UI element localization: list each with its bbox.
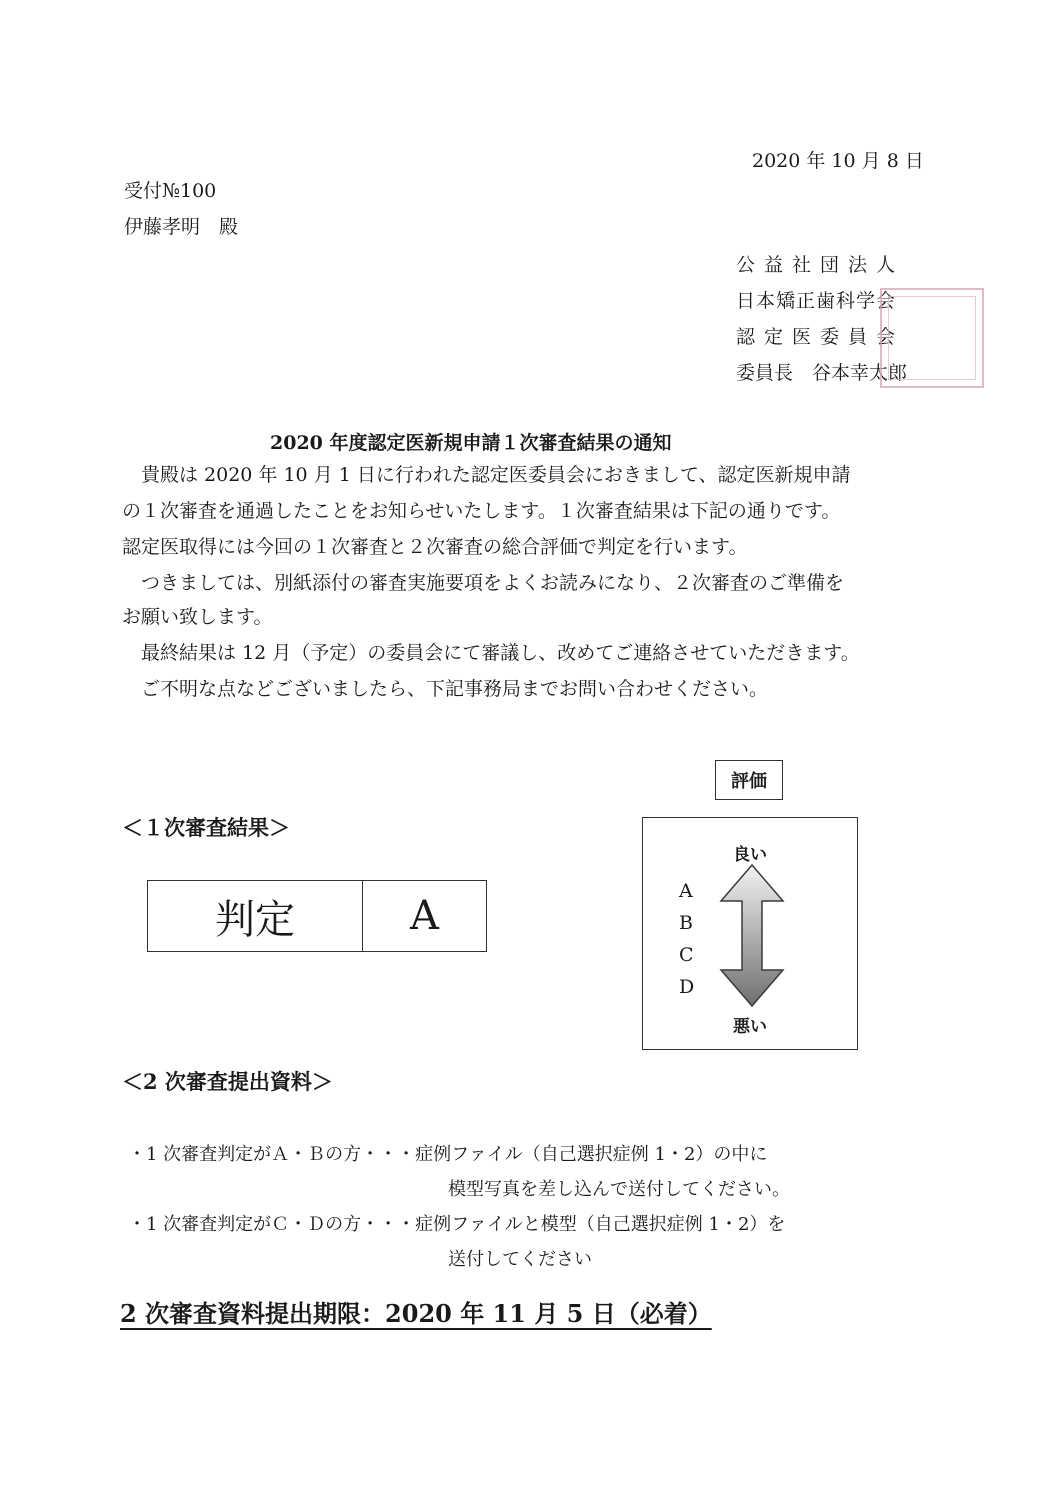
submission-item-ab-cont: 模型写真を差し込んで送付してください。 bbox=[448, 1179, 790, 1200]
judgment-label: 判定 bbox=[148, 881, 363, 951]
submission-item-cd: ・1 次審査判定がＣ・Ｄの方・・・症例ファイルと模型（自己選択症例 1・2）を bbox=[128, 1214, 786, 1235]
recipient-name: 伊藤孝明 殿 bbox=[124, 216, 239, 238]
sender-organization-name: 日本矯正歯科学会 bbox=[736, 290, 897, 312]
body-paragraph-line: の１次審査を通過したことをお知らせいたします。１次審査結果は下記の通りです。 bbox=[122, 500, 841, 522]
body-paragraph-line: 認定医取得には今回の１次審査と２次審査の総合評価で判定を行います。 bbox=[122, 536, 748, 558]
double-arrow-icon bbox=[717, 863, 787, 1008]
grade-b: B bbox=[679, 912, 693, 934]
notice-title: 2020 年度認定医新規申請１次審査結果の通知 bbox=[270, 432, 672, 454]
body-paragraph-line: つきましては、別紙添付の審査実施要項をよくお読みになり、２次審査のご準備を bbox=[122, 572, 845, 594]
official-seal-stamp bbox=[880, 288, 984, 388]
evaluation-bottom-label: 悪い bbox=[733, 1017, 767, 1037]
first-review-heading: ＜１次審査結果＞ bbox=[122, 815, 290, 840]
receipt-number: 受付№100 bbox=[124, 180, 217, 202]
body-paragraph-line: 最終結果は 12 月（予定）の委員会にて審議し、改めてご連絡させていただきます。 bbox=[122, 642, 860, 664]
evaluation-scale bbox=[642, 817, 858, 1050]
judgment-table bbox=[147, 880, 487, 952]
grade-d: D bbox=[679, 976, 695, 998]
body-paragraph-line: お願い致します。 bbox=[122, 606, 273, 628]
second-review-heading: ＜2 次審査提出資料＞ bbox=[122, 1069, 333, 1094]
evaluation-top-label: 良い bbox=[733, 845, 767, 865]
grade-c: C bbox=[679, 944, 694, 966]
body-paragraph-line: 貴殿は 2020 年 10 月 1 日に行われた認定医委員会におきまして、認定医新規申請 bbox=[122, 464, 851, 486]
grade-a: A bbox=[679, 880, 693, 902]
submission-item-ab: ・1 次審査判定がＡ・Ｂの方・・・症例ファイル（自己選択症例 1・2）の中に bbox=[128, 1144, 768, 1165]
body-paragraph-line: ご不明な点などございましたら、下記事務局までお問い合わせください。 bbox=[122, 678, 769, 700]
sender-chairperson: 委員長 谷本幸太郎 bbox=[736, 362, 908, 384]
sender-organization-type: 公益社団法人 bbox=[736, 254, 905, 276]
submission-item-cd-cont: 送付してください bbox=[448, 1249, 592, 1270]
document-date: 2020 年 10 月 8 日 bbox=[752, 150, 924, 172]
judgment-value: A bbox=[410, 893, 439, 939]
sender-committee: 認定医委員会 bbox=[736, 326, 905, 348]
submission-deadline: 2 次審査資料提出期限：2020 年 11 月 5 日（必着） bbox=[120, 1299, 712, 1328]
evaluation-label: 評価 bbox=[715, 760, 783, 800]
